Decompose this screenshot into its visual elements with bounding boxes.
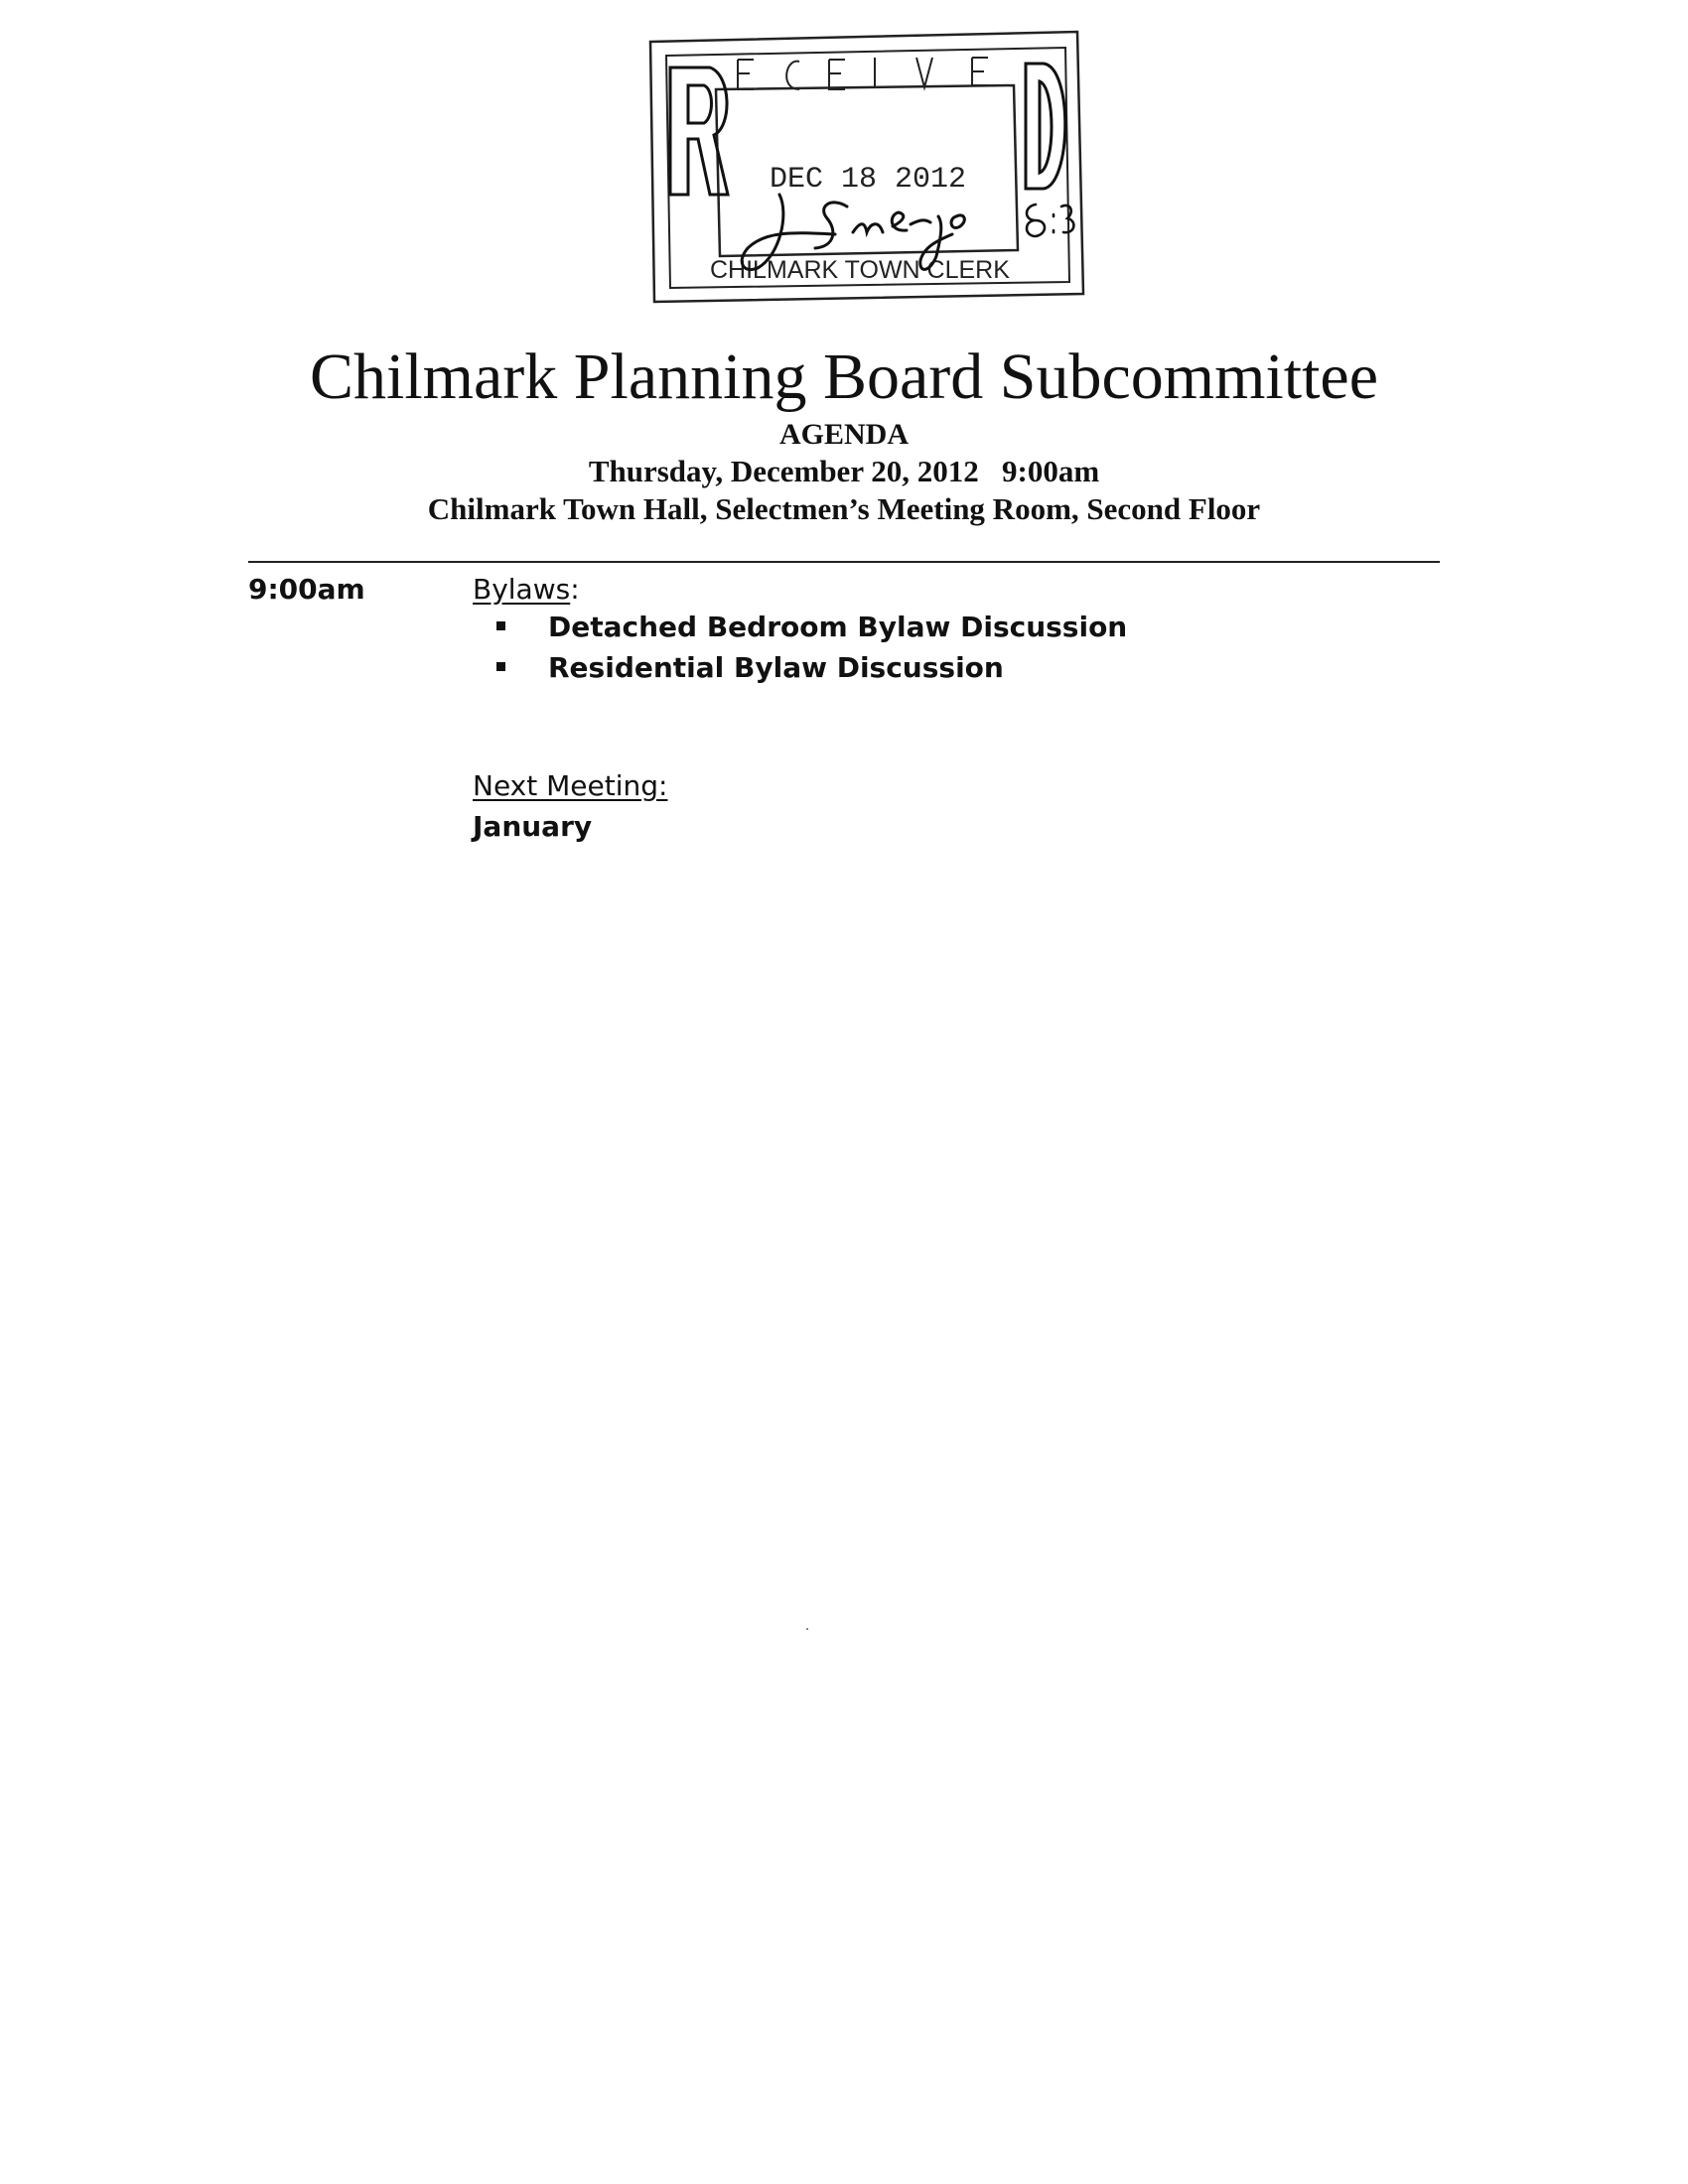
handwritten-time (1027, 205, 1073, 236)
section-label (473, 572, 580, 608)
received-stamp-graphic (640, 28, 1087, 316)
next-meeting-label: Next Meeting: (473, 769, 668, 802)
stamp-office: CHILMARK TOWN CLERK (710, 256, 1010, 284)
meeting-location: Chilmark Town Hall, Selectmen’s Meeting Room, Second Floor (427, 491, 1261, 526)
section-label-colon: : (570, 573, 580, 606)
list-item (496, 650, 1127, 691)
document-title: Chilmark Planning Board Subcommittee (309, 341, 1379, 413)
received-stamp (640, 28, 1087, 316)
agenda-heading: AGENDA (778, 418, 909, 451)
section-label-text: Bylaws (473, 573, 571, 606)
next-meeting-value: January (473, 810, 593, 843)
agenda-items (496, 610, 1127, 691)
header-divider (248, 561, 1440, 563)
bullet-icon (496, 662, 505, 671)
scan-speck (806, 1628, 808, 1630)
agenda-item-text: Residential Bylaw Discussion (548, 651, 1004, 684)
bullet-icon (496, 621, 505, 630)
agenda-time: 9:00am (248, 573, 365, 606)
meeting-date-time: Thursday, December 20, 2012 9:00am (588, 454, 1100, 488)
list-item (496, 610, 1127, 650)
agenda-item-text: Detached Bedroom Bylaw Discussion (548, 611, 1128, 643)
stamp-date: DEC 18 2012 (770, 163, 967, 197)
